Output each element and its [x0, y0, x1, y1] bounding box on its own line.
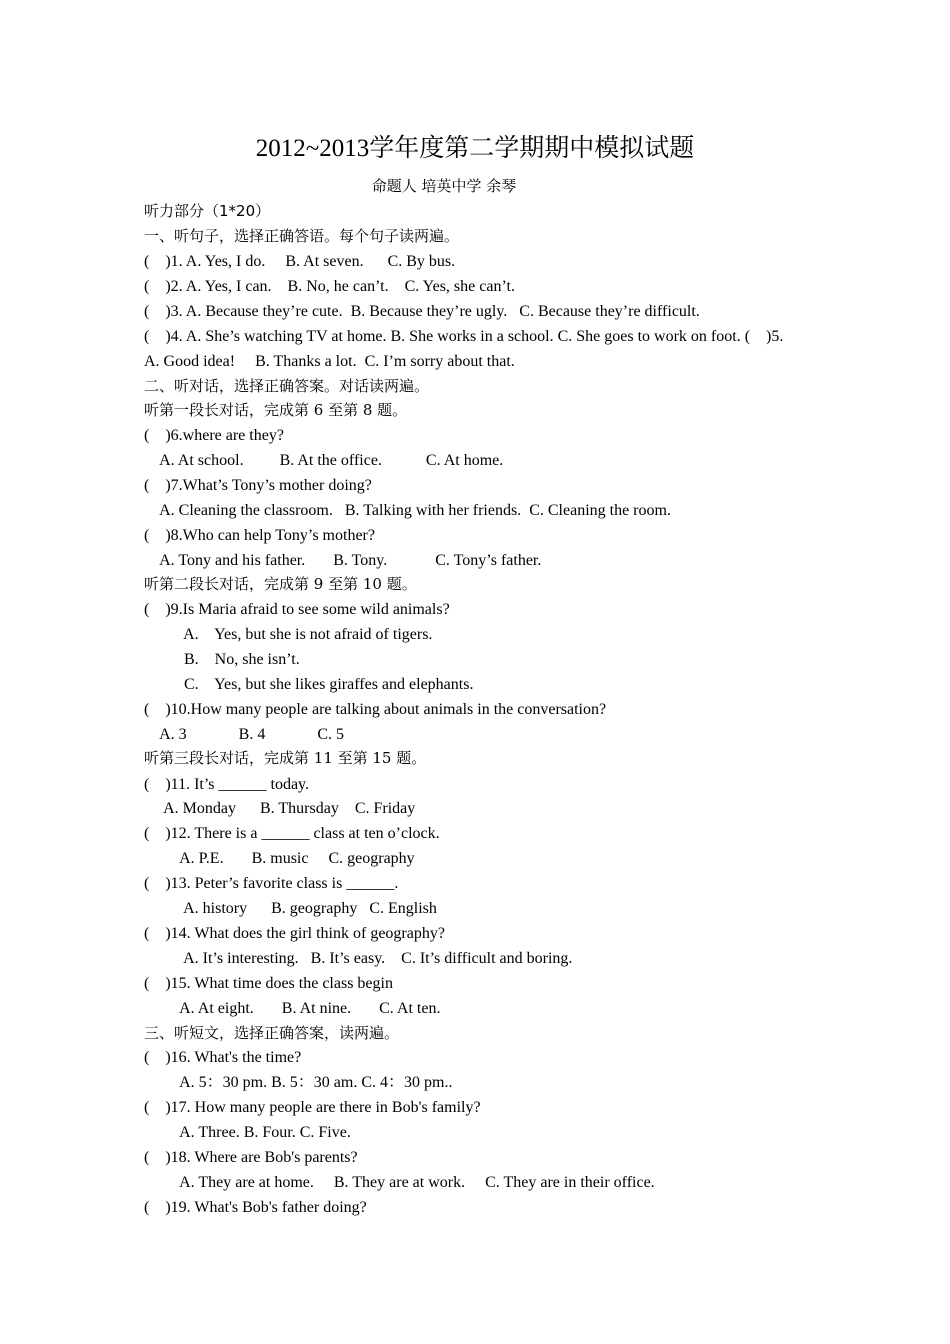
question-line: ( )1. A. Yes, I do. B. At seven. C. By bus. — [144, 253, 456, 270]
option-line: A. Monday B. Thursday C. Friday — [144, 800, 416, 817]
option-line: A. They are at home. B. They are at work. C. They are in their office. — [144, 1174, 655, 1191]
instruction-line: 听第一段长对话，完成第 6 至第 8 题。 — [144, 401, 408, 419]
question-line: ( )17. How many people are there in Bob's family? — [144, 1099, 481, 1116]
option-line: C. Yes, but she likes giraffes and elephants. — [144, 676, 474, 693]
option-line: B. No, she isn’t. — [144, 651, 300, 668]
question-line: ( )2. A. Yes, I can. B. No, he can’t. C. Yes, she can’t. — [144, 278, 515, 295]
question-line: ( )15. What time does the class begin — [144, 975, 393, 992]
option-line: A. 5：30 pm. B. 5：30 am. C. 4：30 pm.. — [144, 1074, 453, 1091]
question-line: ( )6.where are they? — [144, 427, 284, 444]
option-line: A. 3 B. 4 C. 5 — [144, 726, 345, 743]
option-line: A. Tony and his father. B. Tony. C. Tony’s father. — [144, 552, 542, 569]
question-line: ( )14. What does the girl think of geography? — [144, 925, 445, 942]
exam-title: 2012~2013学年度第二学期期中模拟试题 — [255, 135, 695, 162]
option-line: A. At eight. B. At nine. C. At ten. — [144, 1000, 441, 1017]
question-line: ( )8.Who can help Tony’s mother? — [144, 527, 375, 544]
question-line: ( )11. It’s ______ today. — [144, 776, 310, 793]
exam-author: 命题人 培英中学 余琴 — [371, 177, 517, 195]
question-line: ( )7.What’s Tony’s mother doing? — [144, 477, 372, 494]
option-line: A. Three. B. Four. C. Five. — [144, 1124, 351, 1141]
question-line: ( )3. A. Because they’re cute. B. Because they’re ugly. C. Because they’re difficult. — [144, 303, 700, 320]
option-line: A. history B. geography C. English — [144, 900, 437, 917]
question-line: ( )10.How many people are talking about animals in the conversation? — [144, 701, 607, 718]
option-line: A. P.E. B. music C. geography — [144, 850, 415, 867]
option-line: A. At school. B. At the office. C. At home. — [144, 452, 504, 469]
question-line: ( )13. Peter’s favorite class is ______. — [144, 875, 399, 892]
question-line: ( )12. There is a ______ class at ten o’clock. — [144, 825, 440, 842]
section-heading-2: 二、听对话，选择正确答案。对话读两遍。 — [144, 377, 430, 395]
question-line: ( )4. A. She’s watching TV at home. B. She works in a school. C. She goes to work on foot. ( )5. — [144, 328, 784, 345]
instruction-line: 听第三段长对话，完成第 11 至第 15 题。 — [144, 749, 427, 767]
section-heading-listening: 听力部分（1*20） — [144, 202, 271, 220]
question-line: ( )19. What's Bob's father doing? — [144, 1199, 367, 1216]
option-line: A. Good idea! B. Thanks a lot. C. I’m sorry about that. — [144, 353, 515, 370]
section-heading-3: 三、听短文，选择正确答案，读两遍。 — [144, 1024, 400, 1042]
question-line: ( )18. Where are Bob's parents? — [144, 1149, 358, 1166]
option-line: A. Cleaning the classroom. B. Talking with her friends. C. Cleaning the room. — [144, 502, 671, 519]
question-line: ( )9.Is Maria afraid to see some wild animals? — [144, 601, 450, 618]
option-line: A. It’s interesting. B. It’s easy. C. It’s difficult and boring. — [144, 950, 573, 967]
section-heading-1: 一、听句子，选择正确答语。每个句子读两遍。 — [144, 227, 460, 245]
question-line: ( )16. What's the time? — [144, 1049, 302, 1066]
instruction-line: 听第二段长对话，完成第 9 至第 10 题。 — [144, 575, 417, 593]
option-line: A. Yes, but she is not afraid of tigers. — [144, 626, 433, 643]
